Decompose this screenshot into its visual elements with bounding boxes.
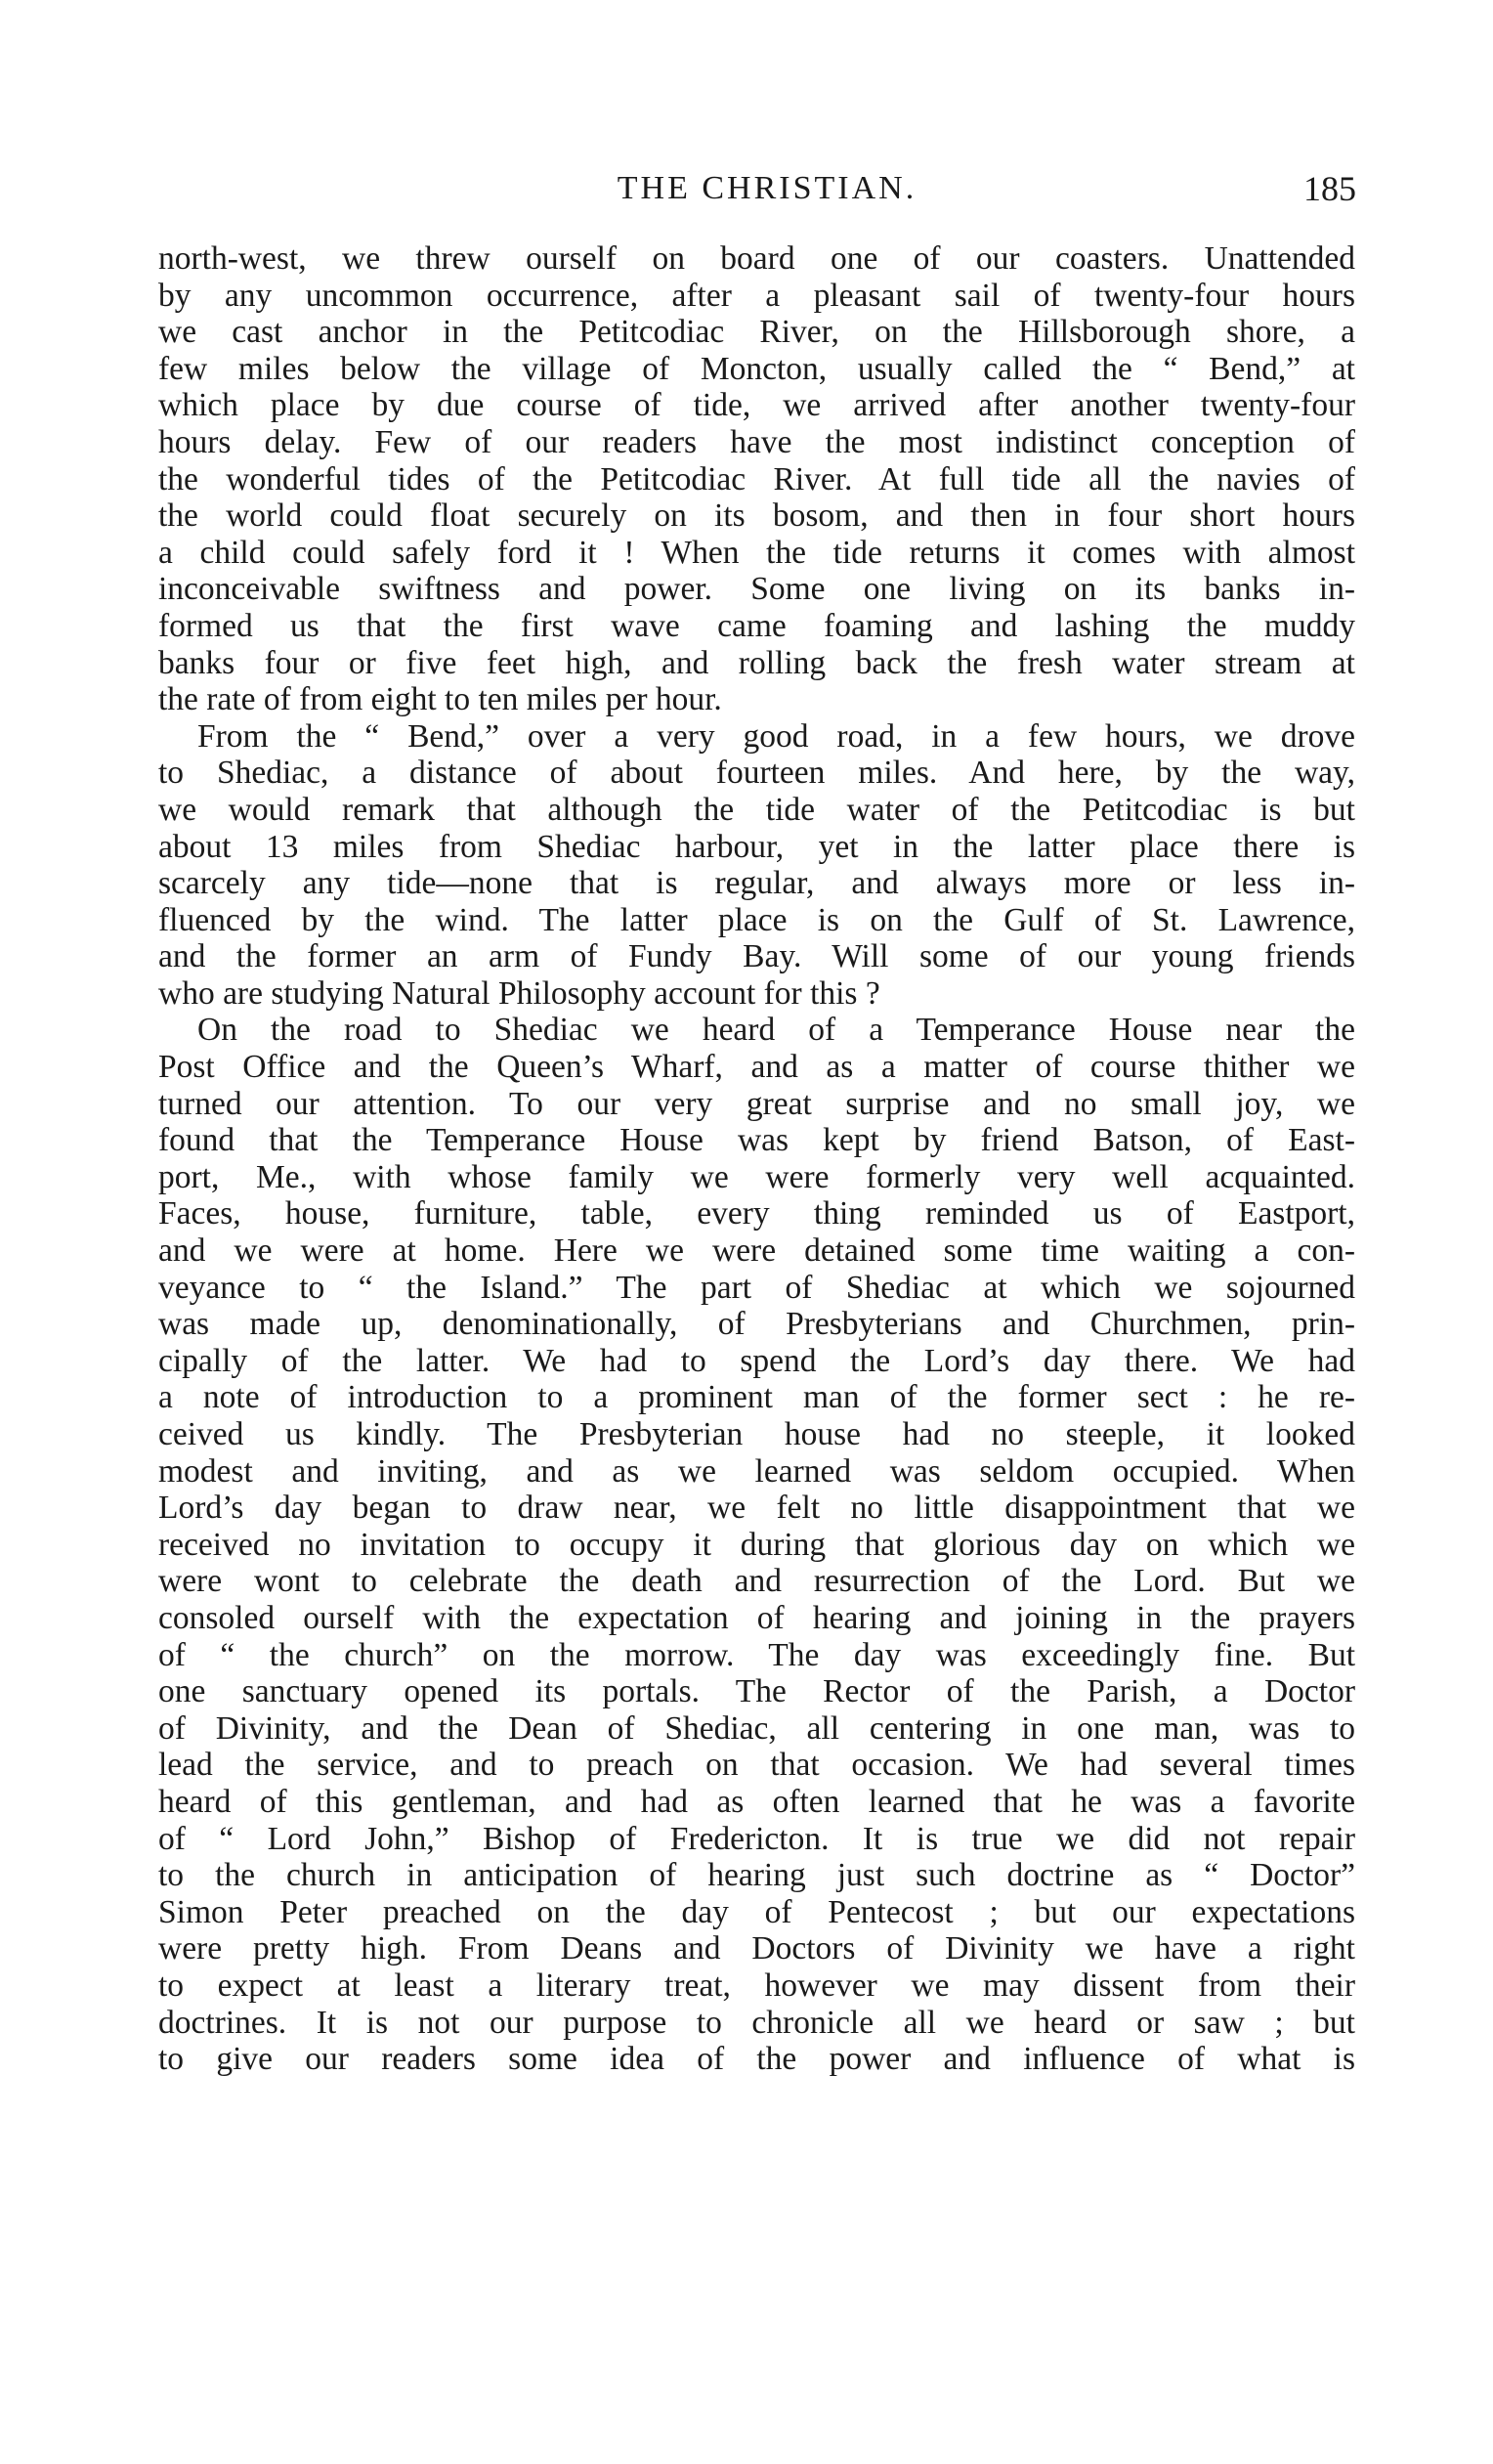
text-line: banks four or five feet high, and rolling back the fresh water stream at: [158, 644, 1355, 681]
text-line: of “ Lord John,” Bishop of Fredericton. It is true we did not repair: [158, 1820, 1355, 1857]
text-line: hours delay. Few of our readers have the most indistinct conception of: [158, 423, 1355, 460]
text-line: formed us that the first wave came foaming and lashing the muddy: [158, 607, 1355, 644]
text-line: to expect at least a literary treat, however we may dissent from their: [158, 1967, 1355, 2004]
text-line: fluenced by the wind. The latter place is on the Gulf of St. Lawrence,: [158, 901, 1355, 938]
text-line: to give our readers some idea of the power and influence of what is: [158, 2041, 1355, 2078]
running-head: [156, 164, 1378, 213]
text-line: Faces, house, furniture, table, every thing reminded us of Eastport,: [158, 1195, 1355, 1232]
text-line: and the former an arm of Fundy Bay. Will some of our young friends: [158, 938, 1355, 975]
text-line: doctrines. It is not our purpose to chronicle all we heard or saw ; but: [158, 2004, 1355, 2041]
text-line: was made up, denominationally, of Presbyterians and Churchmen, prin-: [158, 1306, 1355, 1343]
text-line: by any uncommon occurrence, after a pleasant sail of twenty-four hours: [158, 277, 1355, 314]
text-line: we cast anchor in the Petitcodiac River, on the Hillsborough shore, a: [158, 314, 1355, 351]
text-line: a note of introduction to a prominent man of the former sect : he re-: [158, 1379, 1355, 1416]
text-line: port, Me., with whose family we were formerly very well acquainted.: [158, 1158, 1355, 1195]
running-title: THE CHRISTIAN.: [617, 170, 917, 206]
text-line: we would remark that although the tide water of the Petitcodiac is but: [158, 791, 1355, 828]
text-line: inconceivable swiftness and power. Some one living on its banks in-: [158, 571, 1355, 608]
text-line: about 13 miles from Shediac harbour, yet in the latter place there is: [158, 828, 1355, 865]
text-line: to the church in anticipation of hearing just such doctrine as “ Doctor”: [158, 1857, 1355, 1894]
text-line: one sanctuary opened its portals. The Rector of the Parish, a Doctor: [158, 1673, 1355, 1710]
text-line: who are studying Natural Philosophy account for this ?: [158, 974, 880, 1012]
text-line: which place by due course of tide, we arrived after another twenty-four: [158, 387, 1355, 424]
text-line: were wont to celebrate the death and resurrection of the Lord. But we: [158, 1563, 1355, 1600]
text-line: Post Office and the Queen’s Wharf, and as a matter of course thither we: [158, 1049, 1355, 1086]
text-line: found that the Temperance House was kept by friend Batson, of East-: [158, 1122, 1355, 1159]
text-line: turned our attention. To our very great surprise and no small joy, we: [158, 1085, 1355, 1122]
text-line: veyance to “ the Island.” The part of Shediac at which we sojourned: [158, 1269, 1355, 1306]
text-line: modest and inviting, and as we learned was seldom occupied. When: [158, 1452, 1355, 1490]
text-line: and we were at home. Here we were detained some time waiting a con-: [158, 1232, 1355, 1270]
text-line: scarcely any tide—none that is regular, and always more or less in-: [158, 865, 1355, 902]
text-line: Lord’s day began to draw near, we felt no little disappointment that we: [158, 1490, 1355, 1527]
text-line: a child could safely ford it ! When the tide returns it comes with almost: [158, 534, 1355, 571]
text-line: were pretty high. From Deans and Doctors of Divinity we have a right: [158, 1930, 1355, 1967]
text-line: of “ the church” on the morrow. The day was exceedingly fine. But: [158, 1636, 1355, 1673]
text-line: to Shediac, a distance of about fourteen miles. And here, by the way,: [158, 755, 1355, 792]
text-line: heard of this gentleman, and had as often learned that he was a favorite: [158, 1783, 1355, 1820]
text-line: received no invitation to occupy it during that glorious day on which we: [158, 1526, 1355, 1563]
text-line: few miles below the village of Moncton, usually called the “ Bend,” at: [158, 350, 1355, 387]
text-line: ceived us kindly. The Presbyterian house had no steeple, it looked: [158, 1416, 1355, 1452]
page-number: 185: [1303, 169, 1356, 208]
text-line: Simon Peter preached on the day of Pentecost ; but our expectations: [158, 1893, 1355, 1930]
text-line: consoled ourself with the expectation of hearing and joining in the prayers: [158, 1599, 1355, 1636]
text-line: the world could float securely on its bosom, and then in four short hours: [158, 497, 1355, 535]
text-line: On the road to Shediac we heard of a Temperance House near the: [197, 1012, 1355, 1049]
body-text: [158, 240, 1355, 2078]
text-line: From the “ Bend,” over a very good road, in a few hours, we drove: [197, 717, 1355, 755]
text-line: the rate of from eight to ten miles per hour.: [158, 681, 722, 718]
text-line: of Divinity, and the Dean of Shediac, all centering in one man, was to: [158, 1709, 1355, 1747]
text-line: north-west, we threw ourself on board one of our coasters. Unattended: [158, 240, 1355, 277]
text-line: cipally of the latter. We had to spend the Lord’s day there. We had: [158, 1342, 1355, 1379]
text-line: lead the service, and to preach on that occasion. We had several times: [158, 1747, 1355, 1784]
text-line: the wonderful tides of the Petitcodiac River. At full tide all the navies of: [158, 460, 1355, 497]
